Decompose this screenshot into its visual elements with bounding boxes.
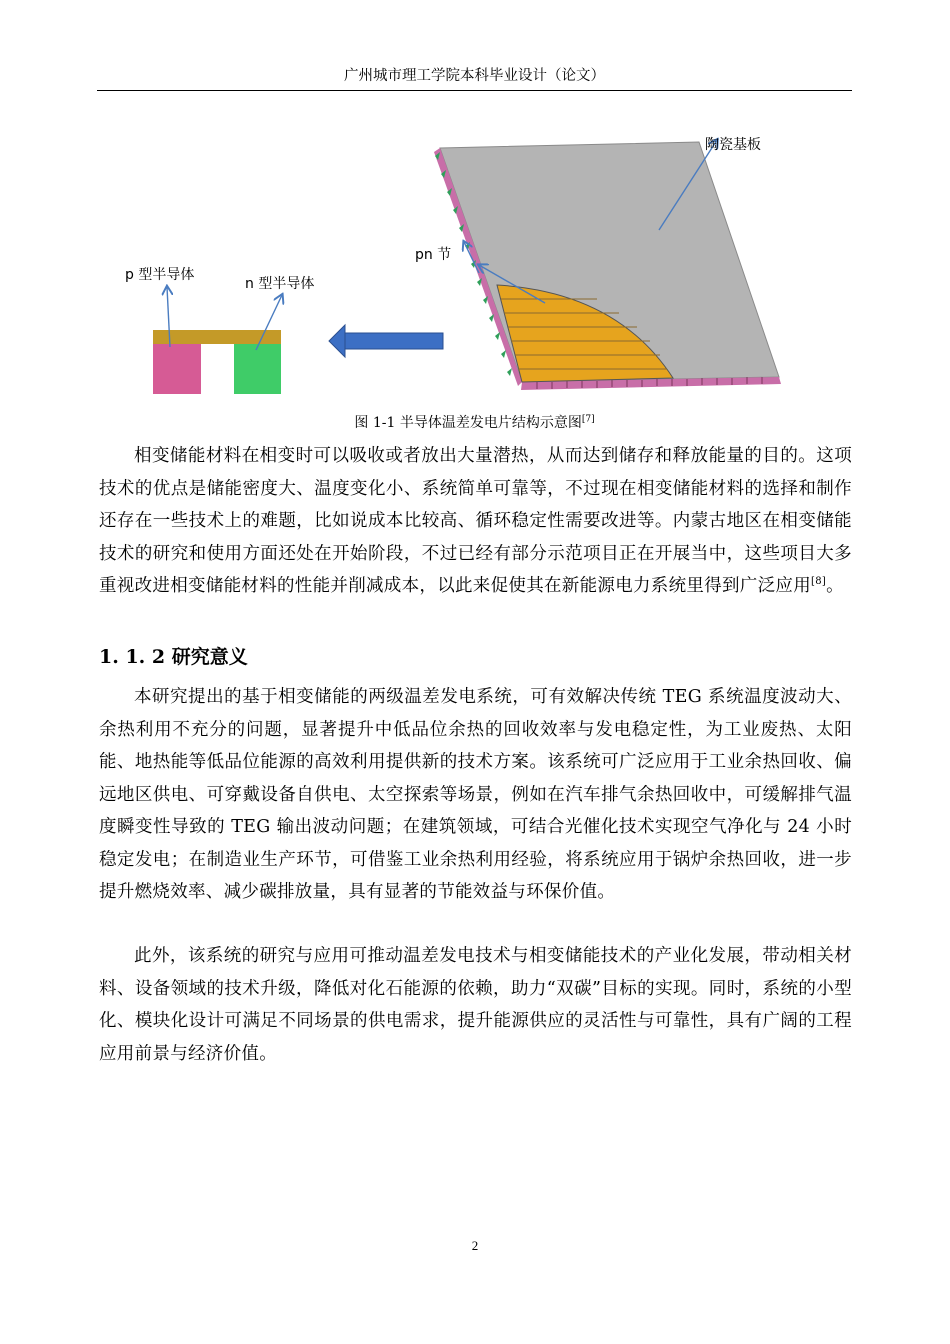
paragraph-additional: 此外，该系统的研究与应用可推动温差发电技术与相变储能技术的产业化发展，带动相关材料、设备领域的技术升级，降低对化石能源的依赖，助力“双碳”目标的实现。同时，系统的小型化、模块化设计可满足不同场景的供电需求，提升能源供应的灵活性与可靠性，具有广阔的工程应用前景与经济价值。 [99,946,852,1064]
n-type-leg [234,344,281,394]
paragraph-phase-change [99,440,852,603]
direction-arrow [329,325,443,357]
figure-teg-structure [97,120,852,420]
section-heading: 1. 1. 2 研究意义 [99,646,248,668]
figure-caption [97,412,852,434]
citation-ref: [8] [811,576,827,588]
p-type-leg [153,344,201,394]
n-type-label: n 型半导体 [245,276,315,292]
teg-diagram [97,120,852,420]
header-title: 广州城市理工学院本科毕业设计（论文） [344,68,605,84]
paragraph-significance: 本研究提出的基于相变储能的两级温差发电系统，可有效解决传统 TEG 系统温度波动大、余热利用不充分的问题，显著提升中低品位余热的回收效率与发电稳定性，为工业废热、太阳能、地热能等低品位能源的高效利用提供新的技术方案。该系统可广泛应用于工业余热回收、偏远地区供电、可穿戴设备自供电、太空探索等场景，例如在汽车排气余热回收中，可缓解排气温度瞬变性导致的 TEG 输出波动问题；在建筑领域，可结合光催化技术实现空气净化与 24 小时稳定发电；在制造业生产环节，可借鉴工业余热利用经验，将系统应用于锅炉余热回收，进一步提升燃烧效率、减少碳排放量，具有显著的节能效益与环保价值。 [99,687,852,902]
thermocouple-unit [153,330,281,394]
paragraph-text: 相变储能材料在相变时可以吸收或者放出大量潜热，从而达到储存和释放能量的目的。这项技术的优点是储能密度大、温度变化小、系统简单可靠等，不过现在相变储能材料的选择和制作还存在一些技术上的难题，比如说成本比较高、循环稳定性需要改进等。内蒙古地区在相变储能技术的研究和使用方面还处在开始阶段，不过已经有部分示范项目正在开展当中，这些项目大多重视改进相变储能材料的性能并削减成本，以此来促使其在新能源电力系统里得到广泛应用 [99,446,852,596]
caption-text: 图 1-1 半导体温差发电片结构示意图 [354,415,582,431]
pn-label: pn 节 [415,247,452,263]
p-type-label: p 型半导体 [125,267,195,283]
paragraph-end: 。 [826,576,844,596]
caption-ref: [7] [581,414,595,425]
page-header [97,64,852,91]
ceramic-label: 陶瓷基板 [705,137,761,153]
page-number: 2 [471,1238,479,1253]
